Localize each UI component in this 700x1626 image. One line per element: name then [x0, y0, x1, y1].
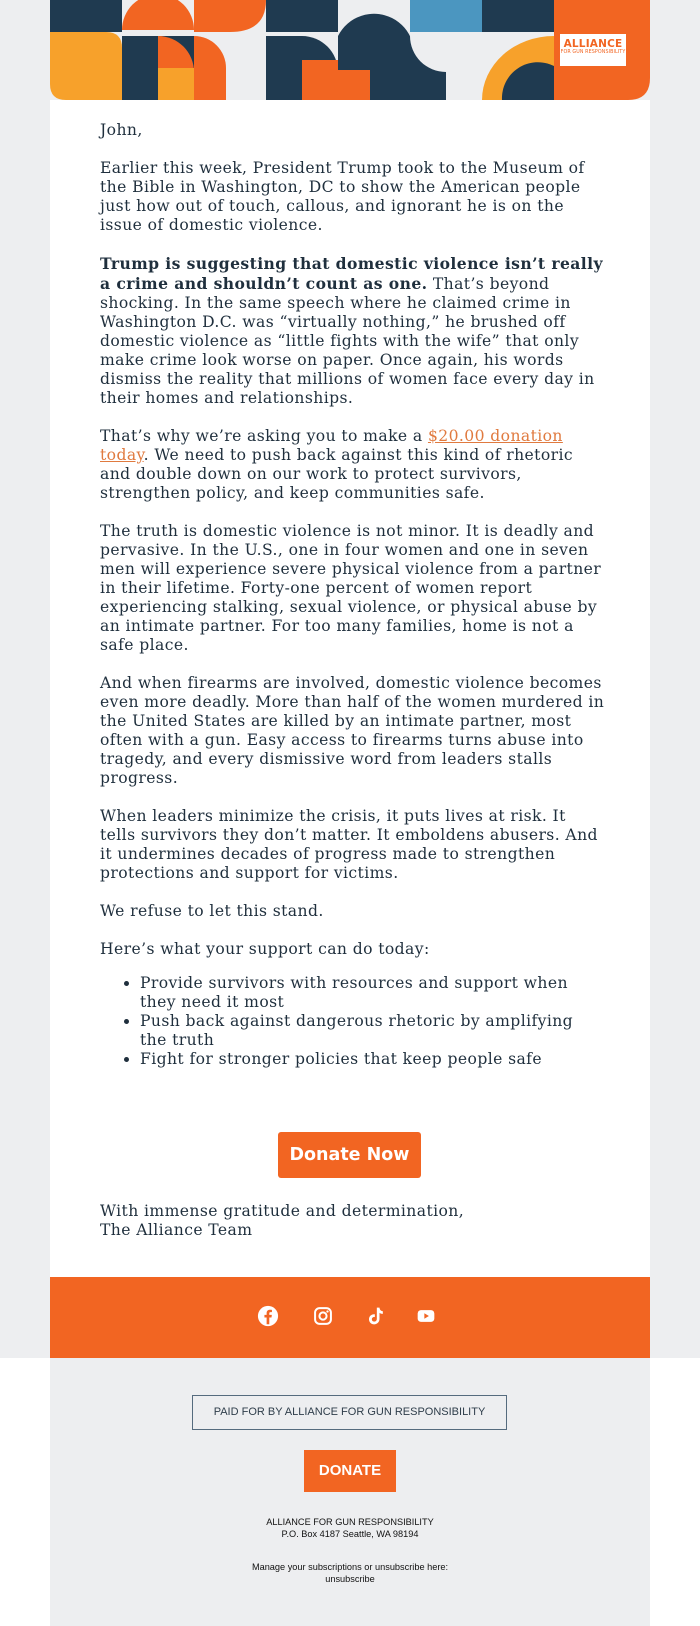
paragraph-2-bold: Trump is suggesting that domestic violence isn’t really a crime and shouldn’t count as one.	[100, 254, 603, 293]
paragraph-3-before: That’s why we’re asking you to make a	[100, 427, 428, 445]
paragraph-6: When leaders minimize the crisis, it puts lives at risk. It tells survivors they don’t matter. It emboldens abusers. And it undermines decades of progress made to strengthen protections and support for victims.	[100, 807, 598, 882]
paid-for-disclaimer: PAID FOR BY ALLIANCE FOR GUN RESPONSIBILITY	[192, 1395, 507, 1430]
donate-button[interactable]: DONATE	[304, 1450, 396, 1492]
signoff	[100, 1202, 605, 1240]
org-address: P.O. Box 4187 Seattle, WA 98194	[281, 1529, 419, 1539]
donation-link[interactable]: $20.00 donation today	[100, 427, 563, 464]
list-item: • Fight for stronger policies that keep people safe	[140, 1050, 605, 1069]
social-bar	[50, 1277, 650, 1358]
paragraph-5: And when firearms are involved, domestic violence becomes even more deadly. More than half of the women murdered in the United States are killed by an intimate partner, most often with a gun. Easy access to firearms turns abuse into tragedy, and every dismissive word from leaders stalls progress.	[100, 674, 605, 787]
paragraph-2-rest: That’s beyond shocking. In the same speech where he claimed crime in Washington D.C. was “virtually nothing,” he brushed off domestic violence as “little fights with the wife” that only make crime look worse on paper. Once again, his words dismiss the reality that millions of women face every day in their homes and relationships.	[100, 275, 595, 407]
logo-text-primary: ALLIANCE	[563, 38, 623, 50]
paragraph-1: Earlier this week, President Trump took to the Museum of the Bible in Washington, DC to show the American people just how out of touch, callous, and ignorant he is on the issue of domestic violence.	[100, 159, 585, 234]
org-name: ALLIANCE FOR GUN RESPONSIBILITY	[266, 1517, 434, 1527]
paragraph-2	[100, 254, 605, 408]
tiktok-icon[interactable]	[362, 1303, 388, 1329]
donate-now-button[interactable]: Donate Now	[278, 1132, 421, 1178]
paragraph-8: Here’s what your support can do today:	[100, 940, 430, 958]
logo-text-secondary: FOR GUN RESPONSIBILITY	[560, 50, 626, 55]
paragraph-3	[100, 427, 605, 503]
paragraph-7: We refuse to let this stand.	[100, 902, 324, 920]
manage-subscriptions-text: Manage your subscriptions or unsubscribe here:	[251, 1562, 449, 1572]
signoff-line: With immense gratitude and determination,	[100, 1202, 465, 1220]
instagram-icon[interactable]	[310, 1303, 336, 1329]
support-list	[100, 974, 605, 1069]
greeting: John,	[100, 121, 143, 139]
alliance-logo[interactable]	[560, 34, 626, 66]
paragraph-3-after: . We need to push back against this kind of rhetoric and double down on our work to protect survivors, strengthen policy, and keep communities safe.	[100, 446, 573, 502]
paragraph-4: The truth is domestic violence is not minor. It is deadly and pervasive. In the U.S., one in four women and one in seven men will experience severe physical violence from a partner in their lifetime. Forty-one percent of women report experiencing stalking, sexual violence, or physical abuse by an intimate partner. For too many families, home is not a safe place.	[100, 522, 602, 654]
signature: The Alliance Team	[100, 1221, 253, 1239]
facebook-icon[interactable]	[255, 1303, 281, 1329]
list-item: • Push back against dangerous rhetoric by amplifying the truth	[140, 1012, 605, 1050]
youtube-icon[interactable]	[413, 1303, 439, 1329]
email-body	[100, 121, 605, 1069]
unsubscribe-link[interactable]: unsubscribe	[325, 1574, 375, 1584]
list-item: • Provide survivors with resources and support when they need it most	[140, 974, 605, 1012]
